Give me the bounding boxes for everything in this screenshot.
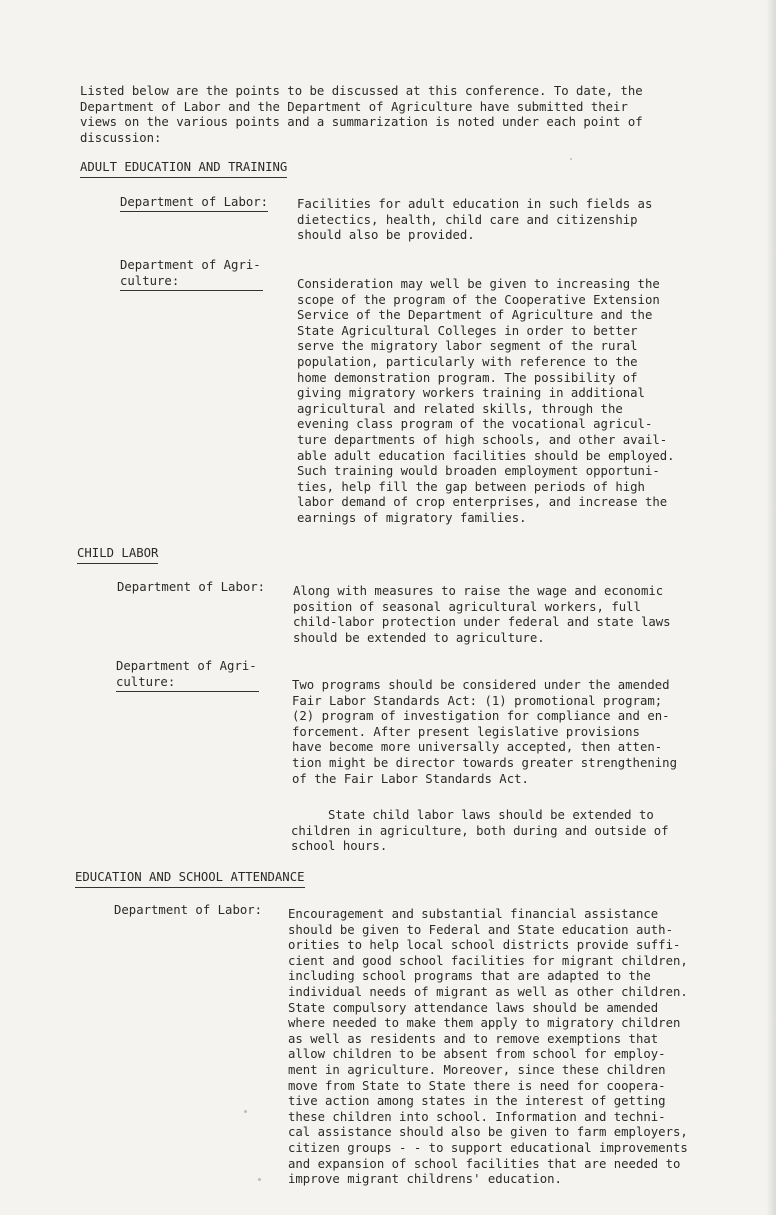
paragraph-labor-adult-education: Facilities for adult education in such fields as dietectics, health, child care and citizenship should also be provided. <box>297 197 653 243</box>
paper-speck <box>258 1178 261 1181</box>
label-department-of-labor: Department of Labor: <box>114 903 263 917</box>
label-department-of-agriculture: Department of Agri- culture: <box>120 258 261 288</box>
label-department-of-labor: Department of Labor: <box>117 580 266 594</box>
section-heading-child-labor: CHILD LABOR <box>77 546 158 564</box>
section-heading-adult-education: ADULT EDUCATION AND TRAINING <box>80 160 287 178</box>
paragraph-state-child-labor-laws: State child labor laws should be extended to children in agriculture, both during and outside of school hours. <box>291 808 669 854</box>
intro-line: Listed below are the points to be discussed at this conference. To date, the <box>80 84 643 98</box>
label-department-of-agriculture: Department of Agri- culture: <box>116 659 257 689</box>
paper-speck <box>570 158 572 160</box>
paragraph-agriculture-adult-education: Consideration may well be given to increasing the scope of the program of the Cooperative Extension Service of the Department of Agriculture and the State Agricultural Colleges in order to better serve the migratory labor segment of the rural population, particularly with reference to the home demonstration program. The possibility of giving migratory workers training in additional agricultural and related skills, through the evening class program of the vocational agricul- ture departments of high schools, and other avail- able adult education facilities should be employed. Such training would broaden employment opportuni- ties, help fill the gap between periods of high labor demand of crop enterprises, and increase the earnings of migratory families. <box>297 277 675 525</box>
section-heading-education-school-attendance: EDUCATION AND SCHOOL ATTENDANCE <box>75 870 305 888</box>
paragraph-labor-education: Encouragement and substantial financial assistance should be given to Federal and State education auth- orities to help local school districts provide suffi- cient and good school facilities for migrant children, including school programs that are adapted to the individual needs of migrant as well as other children. State compulsory attendance laws should be amended where needed to make them apply to migratory children as well as residents and to remove exemptions that allow children to be absent from school for employ- ment in agriculture. Moreover, since these children move from State to State there is need for coopera- tive action among states in the interest of getting these children into school. Information and techni- cal assistance should also be given to farm employers, citizen groups - - to support educational improvements and expansion of school facilities that are needed to improve migrant childrens' education. <box>288 907 688 1187</box>
paragraph-agriculture-child-labor: Two programs should be considered under the amended Fair Labor Standards Act: (1) promotional program; (2) program of investigation for compliance and en- forcement. After present legislative provisions have become more universally accepted, then atten- tion might be director towards greater strengthening of the Fair Labor Standards Act. <box>292 678 677 786</box>
intro-line: views on the various points and a summarization is noted under each point of <box>80 115 643 130</box>
paper-speck <box>244 1110 247 1113</box>
intro-paragraph <box>80 84 643 146</box>
page-edge-shadow <box>766 0 776 1215</box>
paragraph-labor-child-labor: Along with measures to raise the wage and economic position of seasonal agricultural workers, full child-labor protection under federal and state laws should be extended to agriculture. <box>293 584 671 645</box>
label-underline <box>120 290 263 291</box>
intro-line: Department of Labor and the Department of Agriculture have submitted their <box>80 99 628 114</box>
label-department-of-labor: Department of Labor: <box>120 195 268 212</box>
label-underline <box>116 691 259 692</box>
intro-line: discussion: <box>80 130 162 145</box>
